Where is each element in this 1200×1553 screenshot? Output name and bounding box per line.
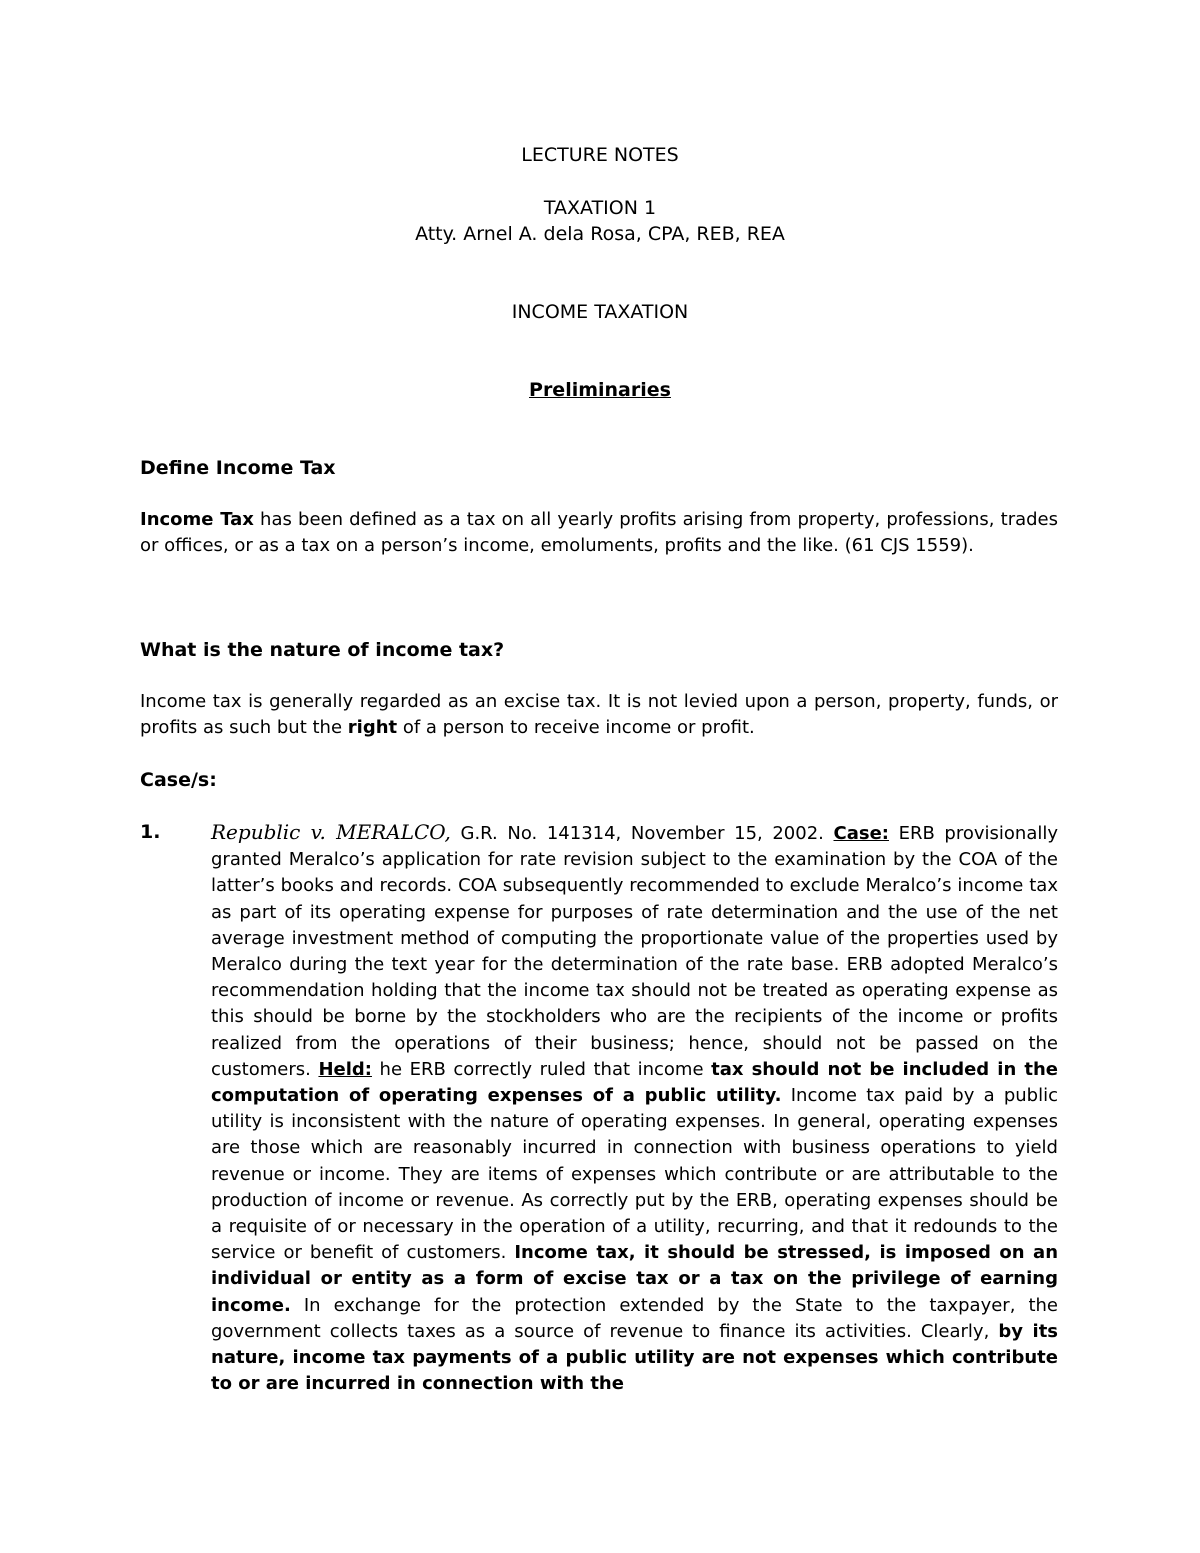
- held-text-b: Income tax paid by a public utility is inconsistent with the nature of operating expenses. In general, operating expenses are those which are reasonably incurred in connection with business operations to yield revenue or income. They are items of expenses which contribute or are attributable to the production of income or revenue. As correctly put by the ERB, operating expenses should be a requisite of or necessary in the operation of a utility, recurring, and that it redounds to the service or benefit of customers.: [211, 1085, 1058, 1264]
- define-heading: Define Income Tax: [140, 457, 336, 479]
- define-body: has been defined as a tax on all yearly profits arising from property, professions, trades or offices, or as a tax on a person’s income, emoluments, profits and the like. (61 CJS 1559).: [140, 509, 1058, 556]
- nature-body-a: Income tax is generally regarded as an excise tax. It is not levied upon a person, property, funds, or profits as such but the: [140, 691, 1058, 738]
- case-number: 1.: [140, 821, 161, 843]
- nature-paragraph: [140, 689, 1058, 741]
- held-label: Held:: [318, 1058, 372, 1080]
- topic-title: INCOME TAXATION: [511, 301, 689, 323]
- case-text: ERB provisionally granted Meralco’s application for rate revision subject to the examination by the COA of the latter’s books and records. COA subsequently recommended to exclude Meralco’s income tax as part of its operating expense for purposes of rate determination and the use of the net average investment method of computing the proportionate value of the properties used by Meralco during the text year for the determination of the rate base. ERB adopted Meralco’s recommendation holding that the income tax should not be treated as operating expense as this should be borne by the stockholders who are the recipients of the income or profits realized from the operations of their business; hence, should not be passed on the customers.: [211, 823, 1059, 1080]
- lecture-notes-title: LECTURE NOTES: [521, 144, 679, 166]
- nature-heading: What is the nature of income tax?: [140, 639, 505, 661]
- case-label: Case:: [833, 823, 889, 844]
- held-bold-a: tax should not be included in the computation of operating expenses of a public utility.: [211, 1058, 1058, 1107]
- held-bold-b: Income tax, it should be stressed, is imposed on an individual or entity as a form of excise tax or a tax on the privilege of earning income.: [211, 1242, 1059, 1316]
- define-paragraph: [140, 507, 1058, 559]
- author-line: Atty. Arnel A. dela Rosa, CPA, REB, REA: [415, 223, 785, 245]
- section-title: Preliminaries: [529, 379, 671, 401]
- nature-body-b: of a person to receive income or profit.: [397, 717, 755, 738]
- case-title: Republic v. MERALCO,: [211, 820, 451, 844]
- held-bold-c: by its nature, income tax payments of a public utility are not expenses which contribute to or are incurred in connection with the: [211, 1320, 1059, 1395]
- define-term: Income Tax: [140, 509, 254, 530]
- held-text-a: he ERB correctly ruled that income: [371, 1058, 712, 1080]
- case-item: [211, 819, 1058, 1397]
- nature-body-bold: right: [347, 717, 398, 738]
- held-text-c: In exchange for the protection extended by the State to the taxpayer, the government collects taxes as a source of revenue to finance its activities. Clearly,: [211, 1294, 1058, 1342]
- cases-heading: Case/s:: [140, 769, 217, 791]
- case-citation: G.R. No. 141314, November 15, 2002.: [450, 823, 834, 844]
- course-title: TAXATION 1: [543, 197, 657, 219]
